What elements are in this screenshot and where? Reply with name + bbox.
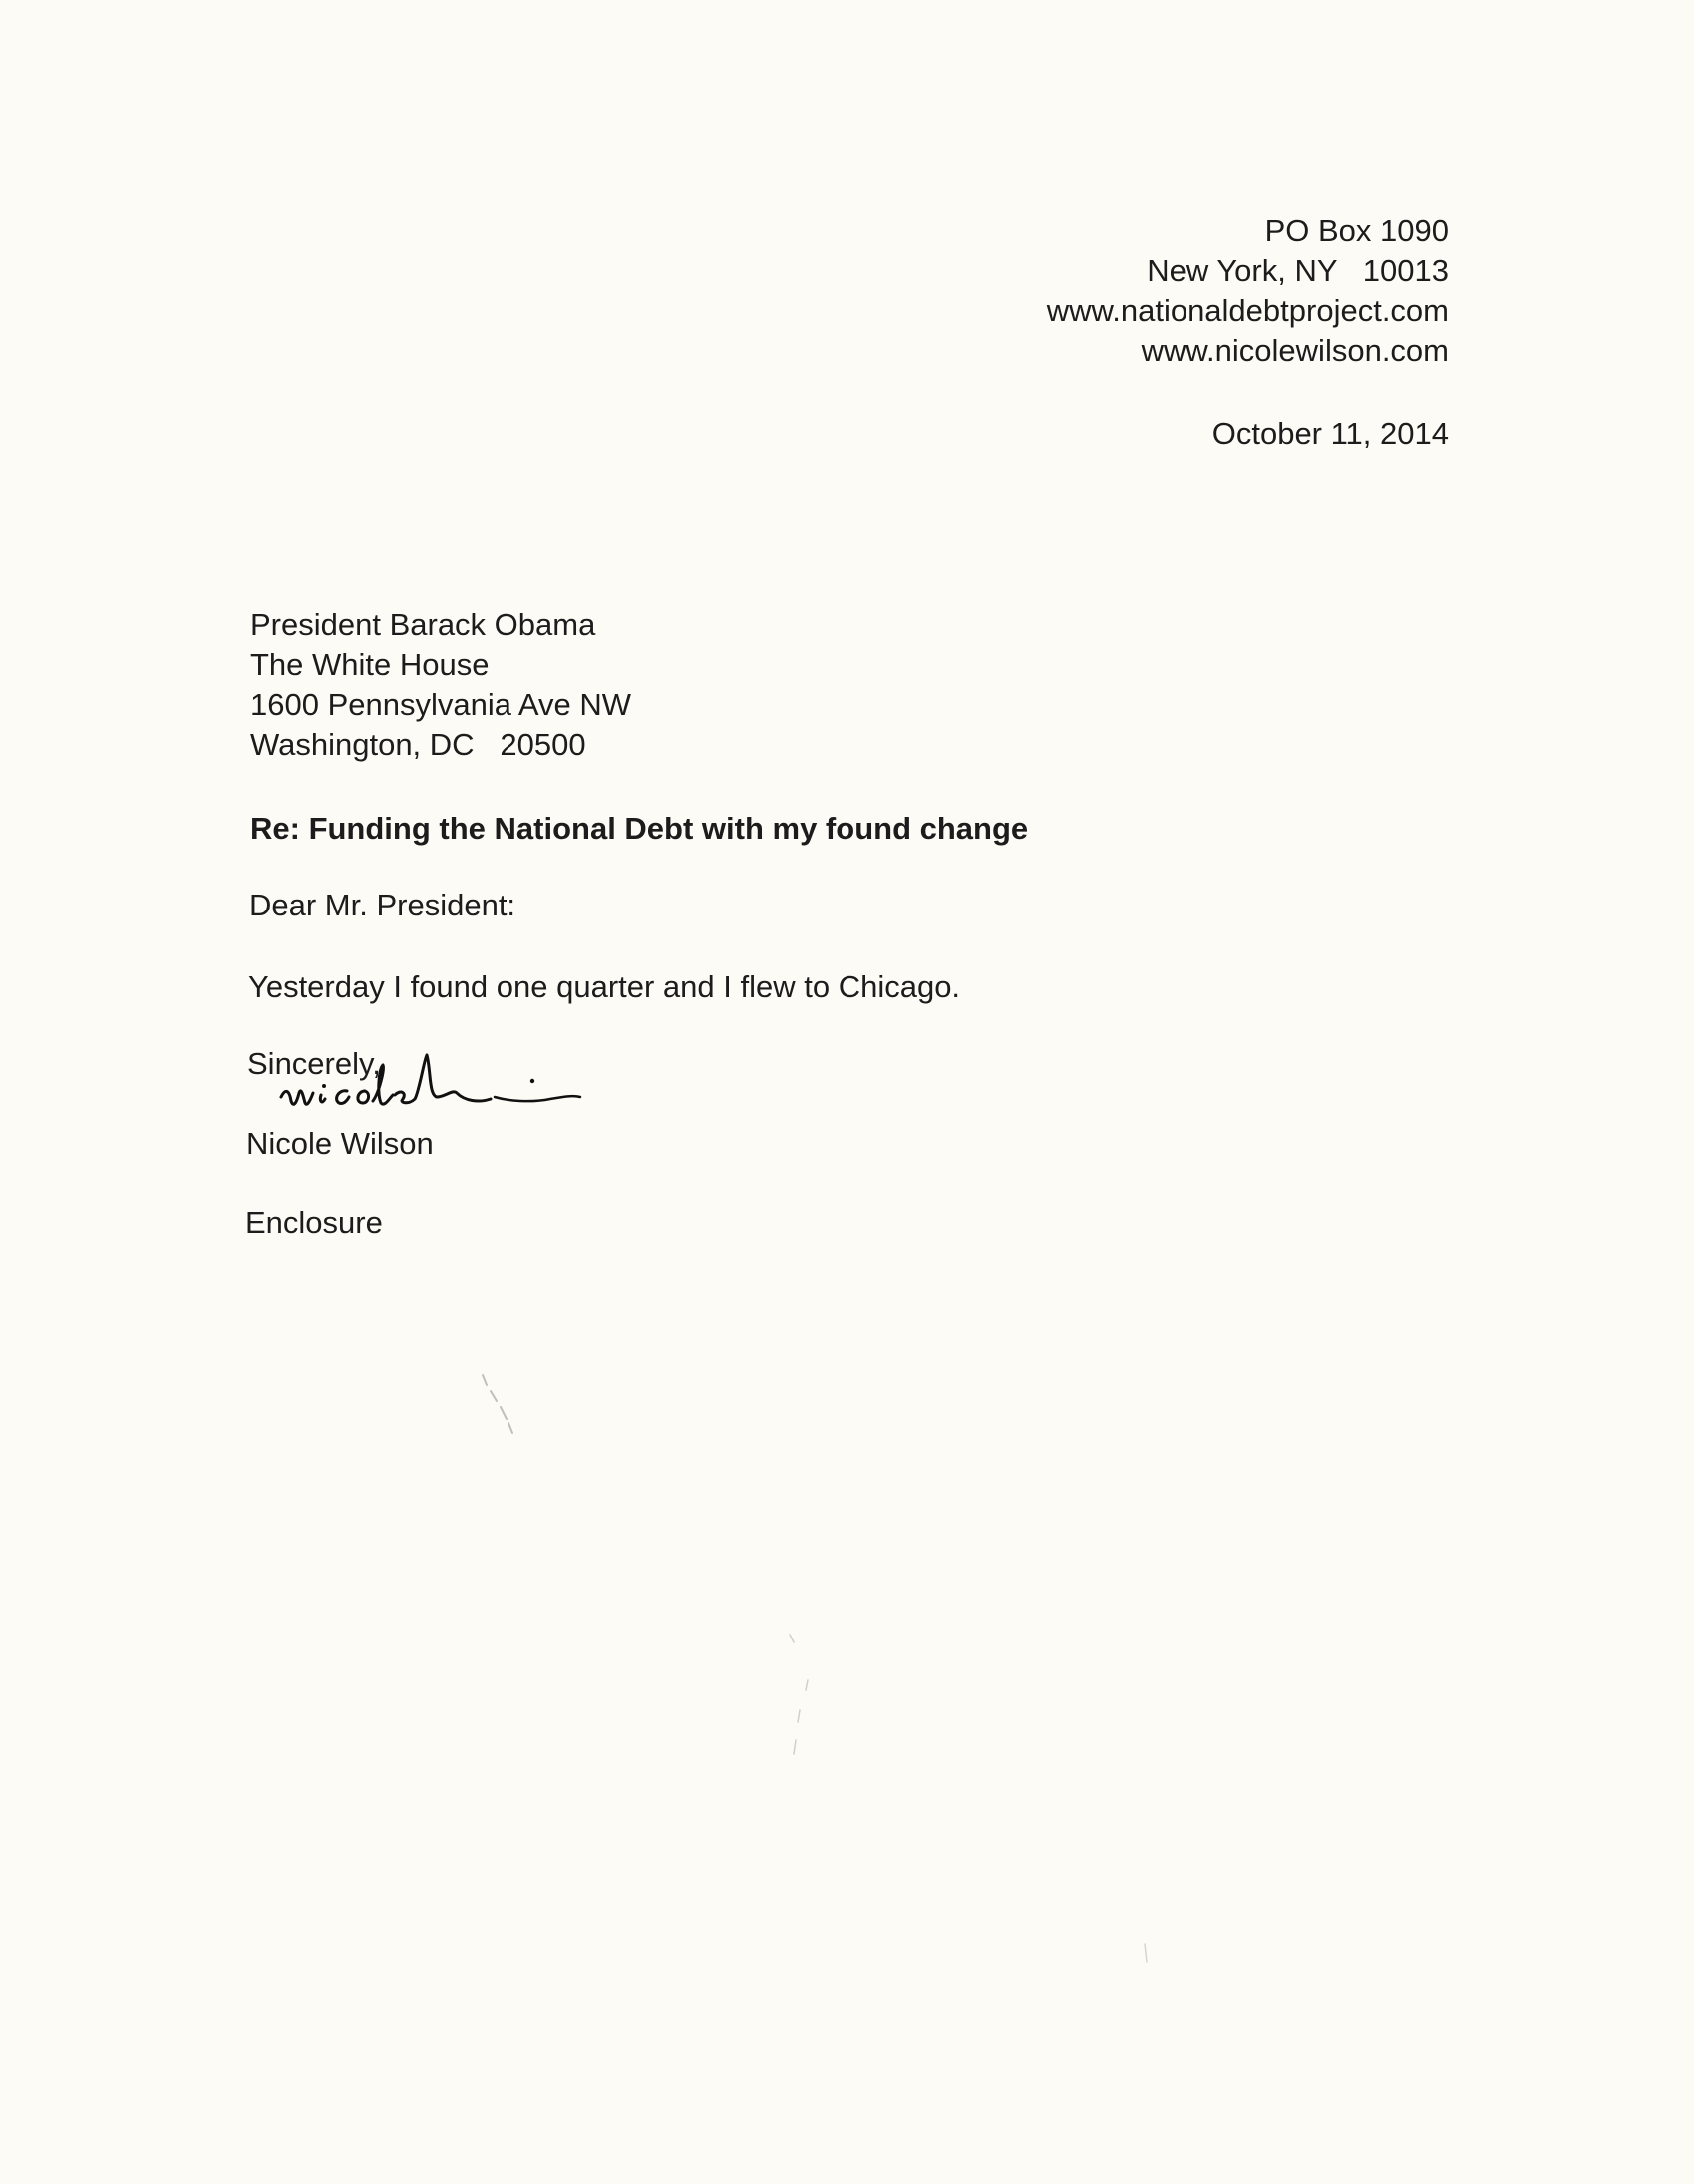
scan-speck-2 <box>786 1631 816 1770</box>
recipient-street: 1600 Pennsylvania Ave NW <box>250 687 631 722</box>
salutation: Dear Mr. President: <box>249 888 516 922</box>
sender-website-2: www.nicolewilson.com <box>1141 333 1449 368</box>
closing: Sincerely, <box>247 1046 381 1081</box>
sender-city-state-zip: New York, NY 10013 <box>1147 253 1449 288</box>
sender-po-box: PO Box 1090 <box>1264 213 1449 248</box>
letter-body: Yesterday I found one quarter and I flew to Chicago. <box>248 969 961 1004</box>
sender-address-block <box>1047 211 1449 371</box>
signer-name: Nicole Wilson <box>246 1126 434 1161</box>
recipient-address-block <box>250 605 631 765</box>
recipient-organization: The White House <box>250 647 490 682</box>
recipient-name: President Barack Obama <box>250 607 596 642</box>
scan-speck-1 <box>477 1371 526 1441</box>
enclosure-note: Enclosure <box>245 1205 383 1240</box>
handwritten-signature <box>269 1049 588 1129</box>
subject-line: Re: Funding the National Debt with my found change <box>250 811 1029 846</box>
letter-date: October 11, 2014 <box>1211 416 1449 451</box>
sender-website-1: www.nationaldebtproject.com <box>1046 293 1449 328</box>
recipient-city-state-zip: Washington, DC 20500 <box>250 727 586 762</box>
scan-speck-3 <box>1139 1940 1153 1970</box>
